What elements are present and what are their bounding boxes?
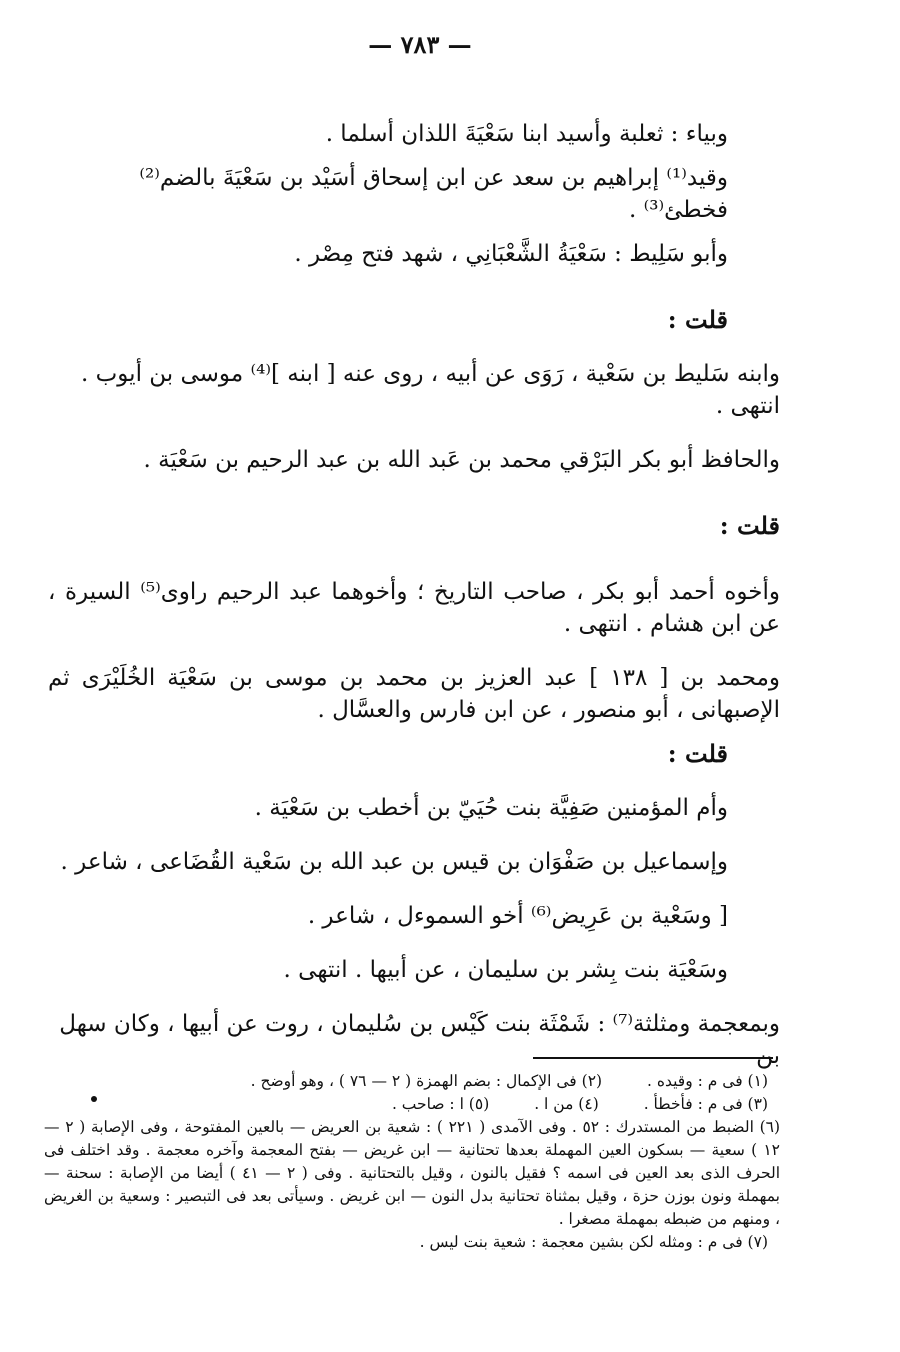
main-text [48, 118, 780, 1072]
footnote-5: (٥) ا : صاحب . [391, 1095, 490, 1113]
footnote-7: (٧) فى م : ومثله لكن بشين معجمة : شعية بنت ليس . [419, 1233, 768, 1251]
footnote-1: (١) فى م : وقيده . [647, 1072, 768, 1090]
heading-qult-3: قلت : [667, 739, 728, 768]
footnote-row-1 [44, 1070, 780, 1093]
paragraph-2: وقيد⁽¹⁾ إبراهيم بن سعد عن ابن إسحاق أسَيْد بن سَعْيَةَ بالضم⁽²⁾ فخطئ⁽³⁾ . [139, 165, 728, 223]
paragraph-7: ومحمد بن [ ١٣٨ ] عبد العزيز بن محمد بن موسى بن سَعْيَة الخُلَيْرَى ثم الإصبهانى ، أبو منصور ، عن ابن فارس والعسَّال . [48, 665, 780, 723]
paragraph-12: وبمعجمة ومثلثة⁽⁷⁾ : شَمْثَة بنت كَيْس بن سُليمان ، روت عن أبيها ، وكان سهل بن [59, 1011, 780, 1069]
paragraph-9: وإسماعيل بن صَفْوَان بن قيس بن عبد الله بن سَعْية القُضَاعى ، شاعر . [60, 849, 728, 875]
page-number: — ٧٨٣ — [368, 30, 472, 59]
footnote-divider [533, 1057, 773, 1059]
footnotes [44, 1070, 780, 1254]
paragraph-6: وأخوه أحمد أبو بكر ، صاحب التاريخ ؛ وأخوهما عبد الرحيم راوى⁽⁵⁾ السيرة ، عن ابن هشام . انتهى . [48, 579, 780, 637]
paragraph-4: وابنه سَليط بن سَعْية ، رَوَى عن أبيه ، روى عنه [ ابنه ]⁽⁴⁾ موسى بن أيوب . انتهى . [81, 361, 780, 419]
heading-qult-1: قلت : [667, 305, 728, 334]
heading-qult-2: قلت : [719, 511, 780, 540]
paragraph-5: والحافظ أبو بكر البَرْقي محمد بن عَبد الله بن عبد الرحيم بن سَعْيَة . [143, 447, 780, 473]
footnote-2: (٢) فى الإكمال : بضم الهمزة ( ٢ — ٧٦ ) ، وهو أوضح . [250, 1072, 603, 1090]
paragraph-1: وبياء : ثعلبة وأسيد ابنا سَعْيَةَ اللذان أسلما . [325, 121, 728, 147]
footnote-4: (٤) من ا . [534, 1095, 599, 1113]
footnote-row-2 [44, 1093, 780, 1116]
paragraph-10: [ وسَعْية بن عَرِيض⁽⁶⁾ أخو السموءل ، شاعر . [307, 903, 728, 929]
footnote-3: (٣) فى م : فأخطأ . [643, 1095, 768, 1113]
paragraph-11: وسَعْيَة بنت بِشر بن سليمان ، عن أبيها . انتهى . [283, 957, 728, 983]
footnote-6: (٦) الضبط من المستدرك : ٥٢ . وفى الآمدى ( ٢٢١ ) : شعية بن العريض — بالعين المفتوحة ، وفى الإصابة ( ٢ — ١٢ ) سعية — بسكون العين المهملة بعدها تحتانية — ابن غريض — بفتح المعجمة وآخره معجمة . وقد اختلف فى الحرف الذى بعد العين فى اسمه ؟ فقيل بالنون ، وقيل بالتحتانية . وفى ( ٢ — ٤١ ) أيضا من الإصابة : سحنة — بمهملة ونون بوزن حزة ، وقيل بمثناة تحتانية بدل النون — ابن غريض . وسيأتى بعد فى التبصير : وسعية بن الغريض ، ومنهم من ضبطه بمهملة مصغرا . [44, 1118, 781, 1228]
paragraph-8: وأم المؤمنين صَفِيَّة بنت حُيَيّ بن أخطب بن سَعْيَة . [254, 795, 728, 821]
paragraph-3: وأبو سَلِيط : سَعْيَةُ الشَّعْبَانِي ، شهد فتح مِصْر . [294, 241, 728, 267]
